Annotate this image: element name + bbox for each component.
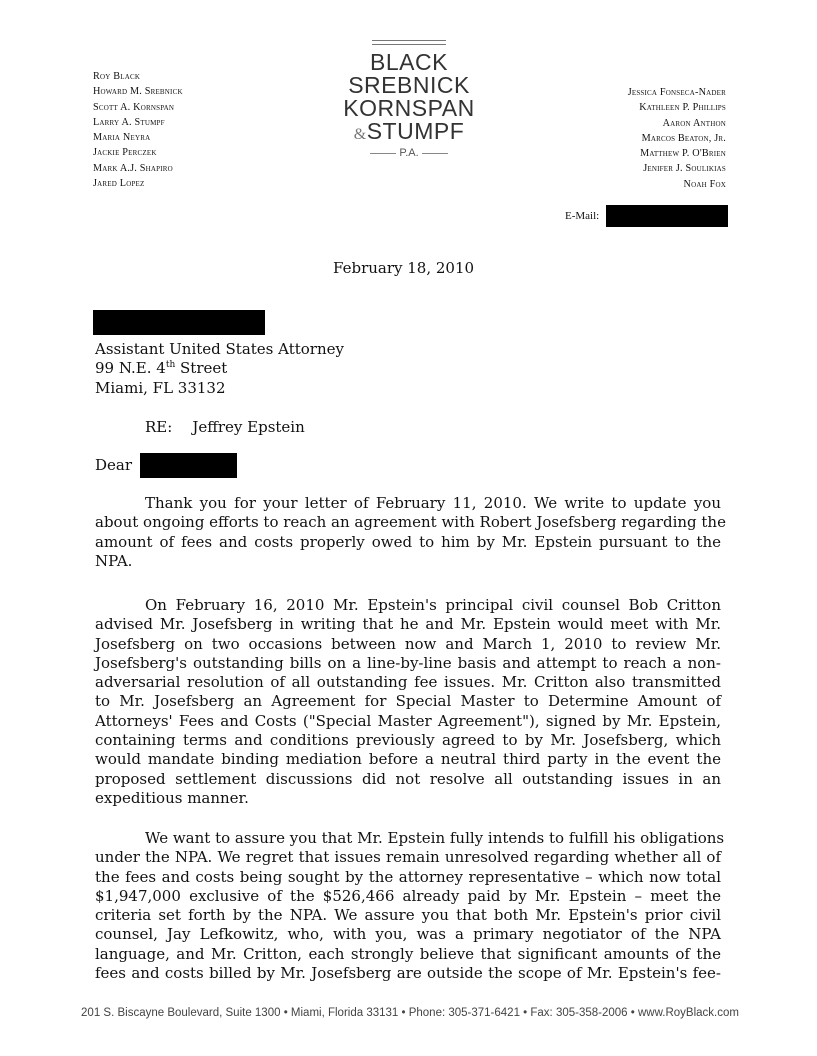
paragraph-line: language, and Mr. Critton, each strongly believe that significant amounts of the — [95, 944, 721, 963]
partner-name: Roy Black — [93, 71, 141, 82]
recipient-city: Miami, FL 33132 — [95, 378, 226, 397]
logo-black: BLACK — [370, 49, 448, 75]
logo-stumpf-line — [330, 120, 488, 146]
paragraph-line: under the NPA. We regret that issues remain unresolved regarding whether all of — [95, 848, 721, 867]
recipient-address — [95, 340, 344, 398]
partner-name: Maria Neyra — [93, 132, 151, 144]
partner-name: Kathleen P. Phillips — [639, 102, 726, 114]
logo-pa: P.A. — [399, 147, 419, 159]
salutation-name-redaction — [140, 453, 237, 478]
partner-name: Larry A. Stumpf — [93, 116, 165, 128]
letter-date: February 18, 2010 — [333, 259, 475, 277]
partner-name: Marcos Beaton, Jr. — [641, 132, 726, 144]
logo-kornspan: KORNSPAN — [343, 95, 475, 121]
firm-logo — [330, 40, 488, 159]
re-label: RE: — [145, 418, 173, 436]
partner-name: Matthew P. O'Brien — [640, 148, 726, 160]
logo-rule — [372, 40, 446, 41]
paragraph-line: would mandate binding mediation before a neutral third party in the event the — [95, 750, 721, 769]
paragraph-line: We want to assure you that Mr. Epstein fully intends to fulfill his obligations — [145, 829, 725, 847]
partner-name: Aaron Anthon — [662, 117, 726, 129]
partner-name: Jared Lopez — [93, 178, 145, 190]
partner-name: Scott A. Kornspan — [93, 101, 175, 113]
recipient-title: Assistant United States Attorney — [95, 340, 344, 358]
paragraph-line: adversarial resolution of all outstanding fee issues. Mr. Critton also transmitted — [95, 673, 721, 692]
paragraph-line: the fees and costs being sought by the attorney representative – which now total — [95, 867, 721, 886]
salutation: Dear — [95, 456, 133, 474]
recipient-name-redaction — [93, 310, 265, 335]
paragraph-2 — [95, 596, 721, 808]
partner-name: Jenifer J. Soulikias — [643, 163, 726, 175]
paragraph-3 — [95, 829, 725, 983]
letterhead-footer: 201 S. Biscayne Boulevard, Suite 1300 • Miami, Florida 33131 • Phone: 305-371-6421 • Fax: 305-358-2006 • www.RoyBlack.com — [81, 1007, 739, 1019]
email-redaction — [606, 205, 728, 227]
paragraph-line: Thank you for your letter of February 11, 2010. We write to update you — [145, 494, 721, 512]
right-partner-list — [520, 85, 726, 192]
partner-name: Noah Fox — [683, 178, 726, 190]
paragraph-line: about ongoing efforts to reach an agreement with Robert Josefsberg regarding the — [95, 513, 726, 532]
paragraph-line: proposed settlement discussions did not resolve all outstanding issues in an — [95, 769, 721, 788]
recipient-street: 99 N.E. 4th Street — [95, 359, 228, 378]
paragraph-line: On February 16, 2010 Mr. Epstein's principal civil counsel Bob Critton — [145, 596, 721, 614]
paragraph-line: expeditious manner. — [95, 788, 249, 807]
partner-name: Jackie Perczek — [93, 147, 157, 159]
logo-srebnick: SREBNICK — [348, 72, 470, 98]
paragraph-line: counsel, Jay Lefkowitz, who, with you, was a primary negotiator of the NPA — [95, 925, 721, 944]
paragraph-line: NPA. — [95, 551, 133, 570]
logo-stumpf: STUMPF — [366, 118, 465, 144]
partner-name: Jessica Fonseca-Nader — [627, 87, 726, 98]
re-subject: Jeffrey Epstein — [192, 418, 305, 436]
paragraph-line: $1,947,000 exclusive of the $526,466 already paid by Mr. Epstein – meet the — [95, 886, 721, 905]
paragraph-line: Josefsberg on two occasions between now and March 1, 2010 to review Mr. — [95, 634, 721, 653]
partner-name: Mark A.J. Shapiro — [93, 162, 173, 174]
partner-name: Howard M. Srebnick — [93, 86, 183, 98]
left-partner-list — [93, 69, 183, 191]
paragraph-1 — [95, 494, 726, 571]
paragraph-line: Attorneys' Fees and Costs ("Special Master Agreement"), signed by Mr. Epstein, — [95, 711, 721, 730]
logo-ampersand: & — [353, 126, 367, 143]
paragraph-line: fees and costs billed by Mr. Josefsberg are outside the scope of Mr. Epstein's fee- — [95, 964, 721, 983]
paragraph-line: to Mr. Josefsberg an Agreement for Special Master to Determine Amount of — [95, 692, 721, 711]
paragraph-line: containing terms and conditions previously agreed to by Mr. Josefsberg, which — [95, 731, 721, 750]
paragraph-line: advised Mr. Josefsberg in writing that he and Mr. Epstein would meet with Mr. — [95, 615, 721, 634]
paragraph-line: criteria set forth by the NPA. We assure you that both Mr. Epstein's prior civil — [95, 906, 721, 925]
paragraph-line: amount of fees and costs properly owed to him by Mr. Epstein pursuant to the — [95, 532, 721, 551]
logo-pa-line — [330, 147, 488, 159]
paragraph-line: Josefsberg's outstanding bills on a line-by-line basis and attempt to reach a non- — [95, 653, 721, 672]
logo-rule — [372, 44, 446, 45]
email-label: E-Mail: — [565, 210, 600, 222]
re-line — [145, 418, 305, 437]
